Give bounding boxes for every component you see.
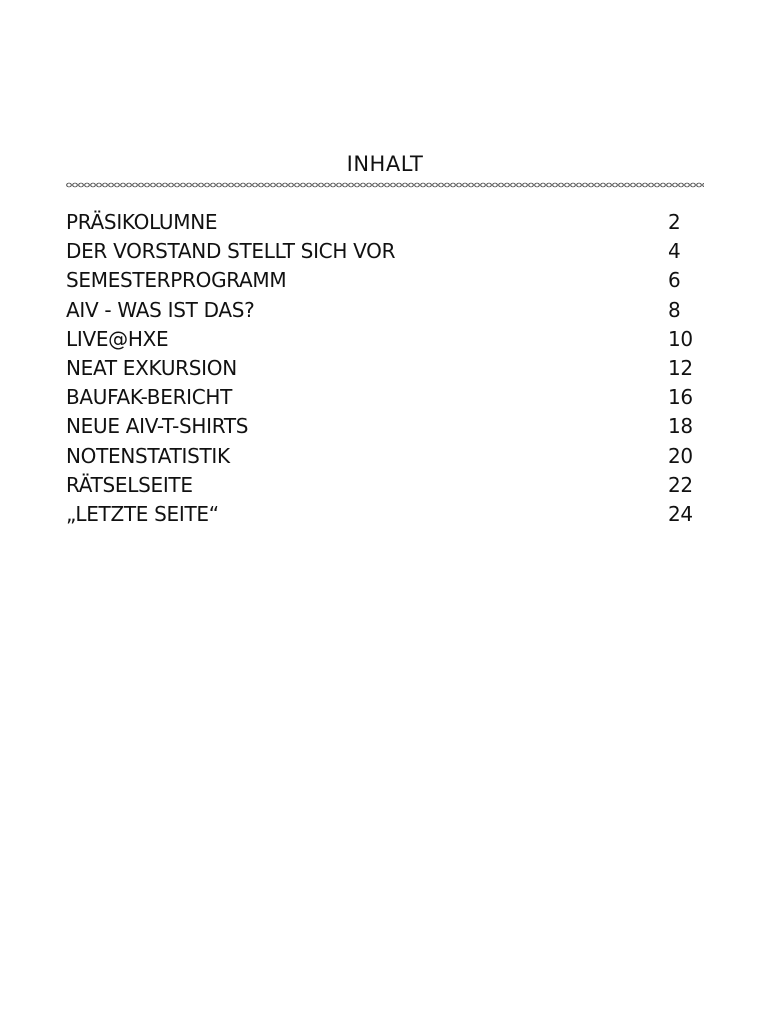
toc-entry-title: SEMESTERPROGRAMM <box>66 268 287 293</box>
toc-entry-page: 18 <box>668 414 693 439</box>
toc-entry-title: PRÄSIKOLUMNE <box>66 210 218 234</box>
toc-entry <box>66 442 698 471</box>
table-of-contents <box>66 208 698 529</box>
toc-entry-title: NOTENSTATISTIK <box>66 443 230 468</box>
toc-entry <box>66 266 698 295</box>
toc-entry <box>66 412 698 441</box>
toc-entry-page: 10 <box>668 326 693 351</box>
toc-entry <box>66 354 698 383</box>
toc-entry <box>66 296 698 325</box>
toc-entry-title: DER VORSTAND STELLT SICH VOR <box>66 239 396 264</box>
toc-entry <box>66 325 698 354</box>
toc-entry-page: 12 <box>668 355 693 380</box>
toc-entry-title: AIV - WAS IST DAS? <box>66 297 255 322</box>
toc-entry-page: 8 <box>668 297 681 322</box>
toc-entry <box>66 208 698 237</box>
toc-entry-title: NEAT EXKURSION <box>66 355 237 380</box>
toc-entry <box>66 383 698 412</box>
toc-entry-page: 16 <box>668 385 693 410</box>
toc-entry <box>66 471 698 500</box>
toc-entry-page: 24 <box>668 501 693 526</box>
toc-entry-title: RÄTSELSEITE <box>66 472 193 497</box>
toc-entry-page: 22 <box>668 472 693 497</box>
toc-entry-title: BAUFAK-BERICHT <box>66 385 233 410</box>
decorative-divider <box>66 181 704 189</box>
toc-entry-title: „LETZTE SEITE“ <box>66 501 219 526</box>
page-title: INHALT <box>346 152 424 176</box>
toc-entry-title: NEUE AIV-T-SHIRTS <box>66 414 249 439</box>
toc-entry-title: LIVE@HXE <box>66 326 169 351</box>
toc-entry-page: 2 <box>668 210 681 234</box>
toc-entry-page: 6 <box>668 268 681 293</box>
toc-entry-page: 4 <box>668 239 681 264</box>
toc-entry <box>66 500 698 529</box>
toc-entry <box>66 237 698 266</box>
toc-entry-page: 20 <box>668 443 693 468</box>
